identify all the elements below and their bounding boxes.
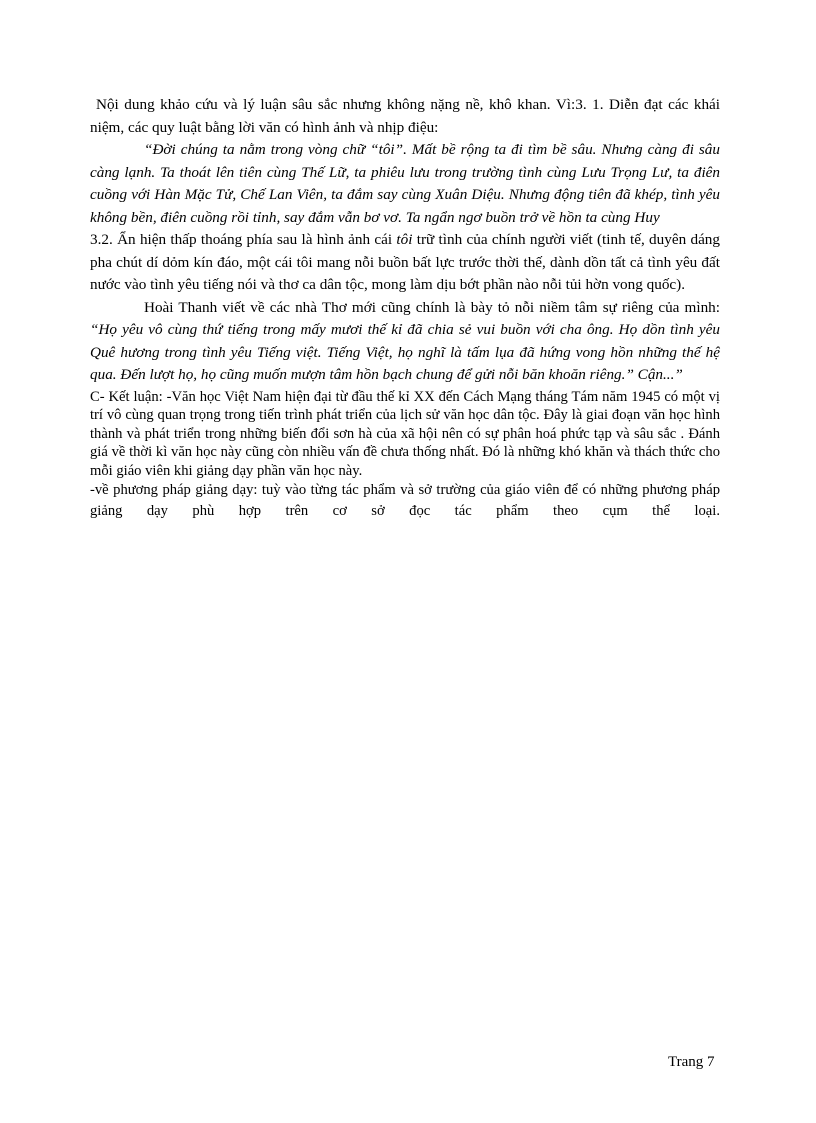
quote-paragraph: “Đời chúng ta nằm trong vòng chữ “tôi”. Mất bề rộng ta đi tìm bề sâu. Nhưng càng đi sâu càng lạnh. Ta thoát lên tiên cùng Thế Lữ, ta phiêu lưu trong trường tình cùng Lưu Trọng Lư, ta điên cuồng với Hàn Mặc Tử, Chế Lan Viên, ta đắm say cùng Xuân Diệu. Nhưng động tiên đã khép, tình yêu không bền, điên cuồng rồi tỉnh, say đắm vẫn bơ vơ. Ta ngẩn ngơ buồn trở về hồn ta cùng Huy [90,141,720,226]
conclusion-paragraph: C- Kết luận: -Văn học Việt Nam hiện đại từ đầu thế kỉ XX đến Cách Mạng tháng Tám năm 1945 có một vị trí vô cùng quan trọng trong tiến trình phát triển của lịch sử văn học dân tộc. Đây là giai đoạn văn học hình thành và phát triển trong những biến đổi sơn hà của xã hội nên có sự phân hoá phức tạp và sâu sắc . Đánh giá về thời kì văn học này cũng còn nhiều vấn đề chưa thống nhất. Đó là những khó khăn và thách thức cho mỗi giáo viên khi giảng dạy phần văn học này. [90,388,720,479]
section-3-2-italic-word: tôi [396,231,413,248]
hoai-thanh-quote: “Họ yêu vô cùng thứ tiếng trong mấy mươi thế kỉ đã chia sẻ vui buồn với cha ông. Họ dồn tình yêu Quê hương trong tình yêu Tiếng việt. Tiếng Việt, họ nghĩ là tấm lụa đã hứng vong hồn những thế hệ qua. Đến lượt họ, họ cũng muốn mượn tâm hồn bạch chung để gửi nỗi băn khoăn riêng.” Cận...” [90,321,720,383]
intro-paragraph: Nội dung khảo cứu và lý luận sâu sắc nhưng không nặng nề, khô khan. Vì:3. 1. Diễn đạt các khái niệm, các quy luật bằng lời văn có hình ảnh và nhịp điệu: [90,96,720,136]
section-3-2-text-end: trữ tình của chính người viết (tinh tế, duyên dáng pha chút dí dỏm kín đáo, một cái tôi mang nỗi buồn bất lực trước thời thế, dành dồn tất cả tình yêu đất nước vào tình yêu tiếng nói và thơ ca dân tộc, mong làm dịu bớt phần nào nỗi tủi hờn vong quốc). [90,231,720,293]
hoai-thanh-intro-text: Hoài Thanh viết về các nhà Thơ mới cũng chính là bày tỏ nỗi niềm tâm sự riêng của mình: [144,298,720,316]
section-3-2-text-start: 3.2. Ẩn hiện thấp thoáng phía sau là hình ảnh cái [90,231,397,248]
document-body [90,94,720,521]
teaching-method-paragraph: -về phương pháp giảng dạy: tuỳ vào từng tác phẩm và sở trường của giáo viên để có những phương pháp giảng dạy phù hợp trên cơ sở đọc tác phẩm theo cụm thể loại. [90,482,720,519]
section-3-2-paragraph [90,229,720,297]
page-number: Trang 7 [668,1054,715,1070]
hoai-thanh-paragraph [90,297,720,387]
